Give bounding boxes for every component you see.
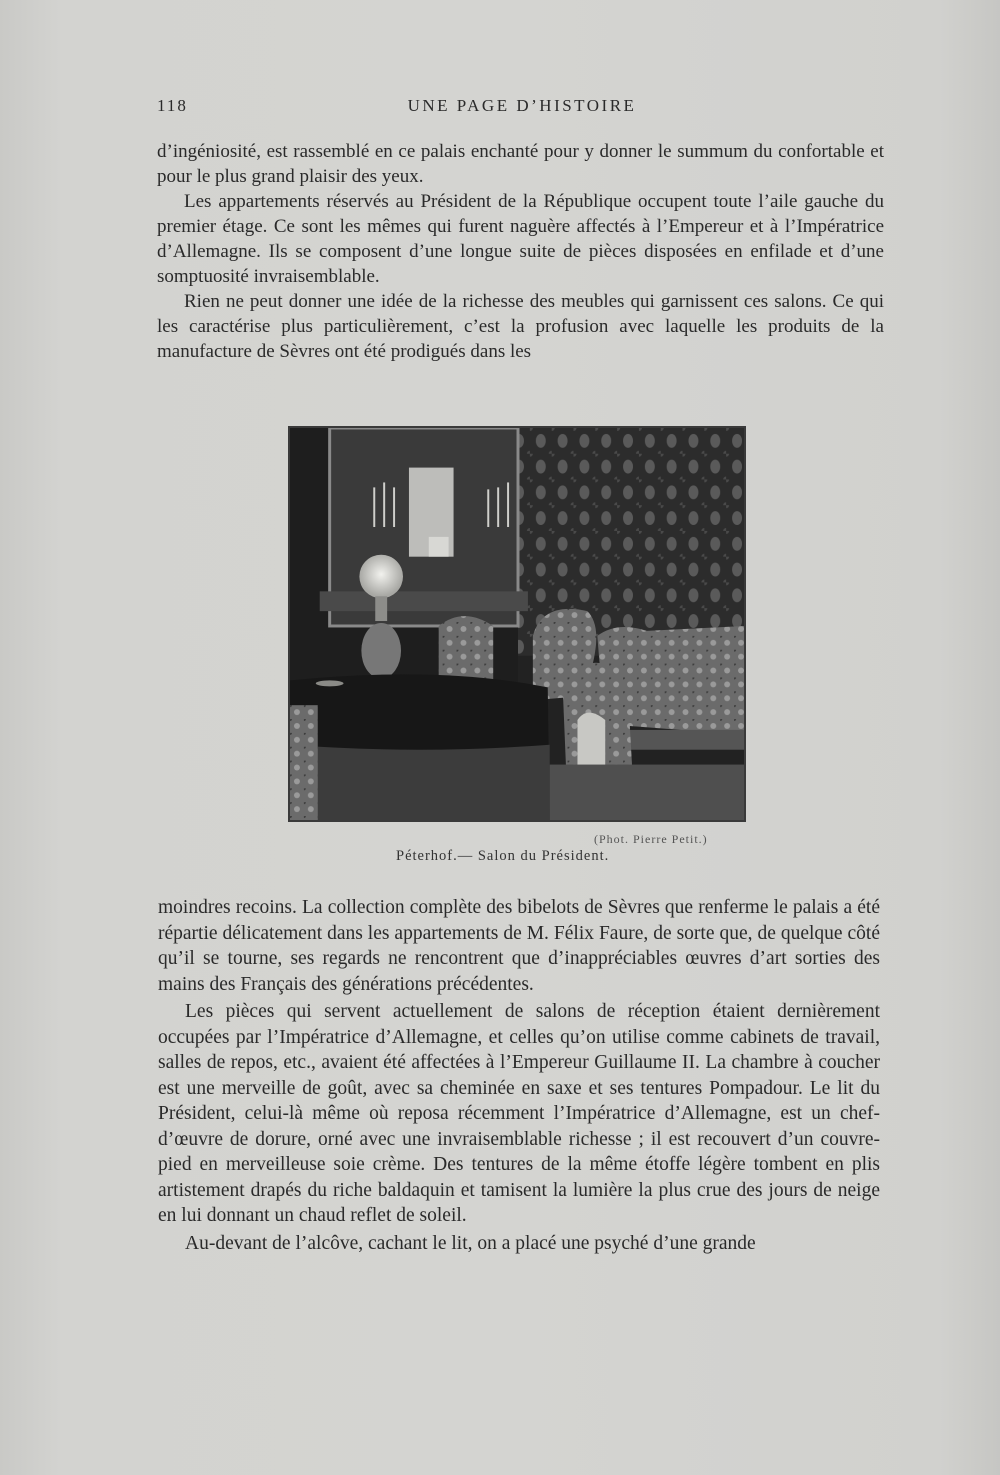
paragraph: Rien ne peut donner une idée de la richesse des meubles qui garnissent ces salons. Ce qui les caractérise plus particulièrement, c’est la profusion avec laquelle les produits de la manufacture de Sèvres ont été prodigués dans les: [157, 291, 884, 362]
figure-caption: Péterhof.— Salon du Président.: [396, 848, 610, 864]
text-block-bottom: [158, 895, 880, 1258]
page-number: 118: [157, 96, 188, 115]
paragraph: d’ingéniosité, est rassemblé en ce palais enchanté pour y donner le summum du confortable et pour le plus grand plaisir des yeux.: [157, 141, 884, 187]
running-head: [157, 96, 887, 120]
paragraph: Les appartements réservés au Président de la République occupent toute l’aile gauche du premier étage. Ce sont les mêmes qui furent naguère affectés à l’Empereur et à l’Impératrice d’Allemagne. Ils se composent d’une longue suite de pièces disposées en enfilade et d’une somptuosité invraisemblable.: [157, 191, 884, 287]
running-title: UNE PAGE D’HISTOIRE: [407, 96, 637, 115]
text-block-top: [157, 139, 884, 364]
photograph-salon: [288, 426, 746, 822]
paragraph: Les pièces qui servent actuellement de salons de réception étaient dernièrement occupées par l’Impératrice d’Allemagne, et celles qu’on utilise comme cabinets de travail, salles de repos, etc., avaient été affectées à l’Empereur Guillaume II. La chambre à coucher est une merveille de goût, avec sa cheminée en saxe et ses tentures Pompadour. Le lit du Président, celui-là même où reposa récemment l’Impératrice d’Allemagne, est un chef-d’œuvre de dorure, orné avec une invraisemblable richesse ; il est recouvert d’un couvre-pied en merveilleuse soie crème. Des tentures de la même étoffe légère tombent en plis artistement drapés du riche baldaquin et tamisent la lumière la plus crue des jours de neige en lui donnant un chaud reflet de soleil.: [158, 1001, 880, 1226]
paragraph: Au-devant de l’alcôve, cachant le lit, on a placé une psyché d’une grande: [185, 1232, 756, 1254]
salon-photo-illustration: [290, 428, 744, 820]
paragraph: moindres recoins. La collection complète des bibelots de Sèvres que renferme le palais a été répartie délicatement dans les appartements de M. Félix Faure, de sorte que, de quelque côté qu’il se tourne, ses regards ne rencontrent que d’inappréciables œuvres d’art sorties des mains des Français des générations précédentes.: [158, 897, 880, 995]
photo-credit: (Phot. Pierre Petit.): [594, 832, 708, 846]
